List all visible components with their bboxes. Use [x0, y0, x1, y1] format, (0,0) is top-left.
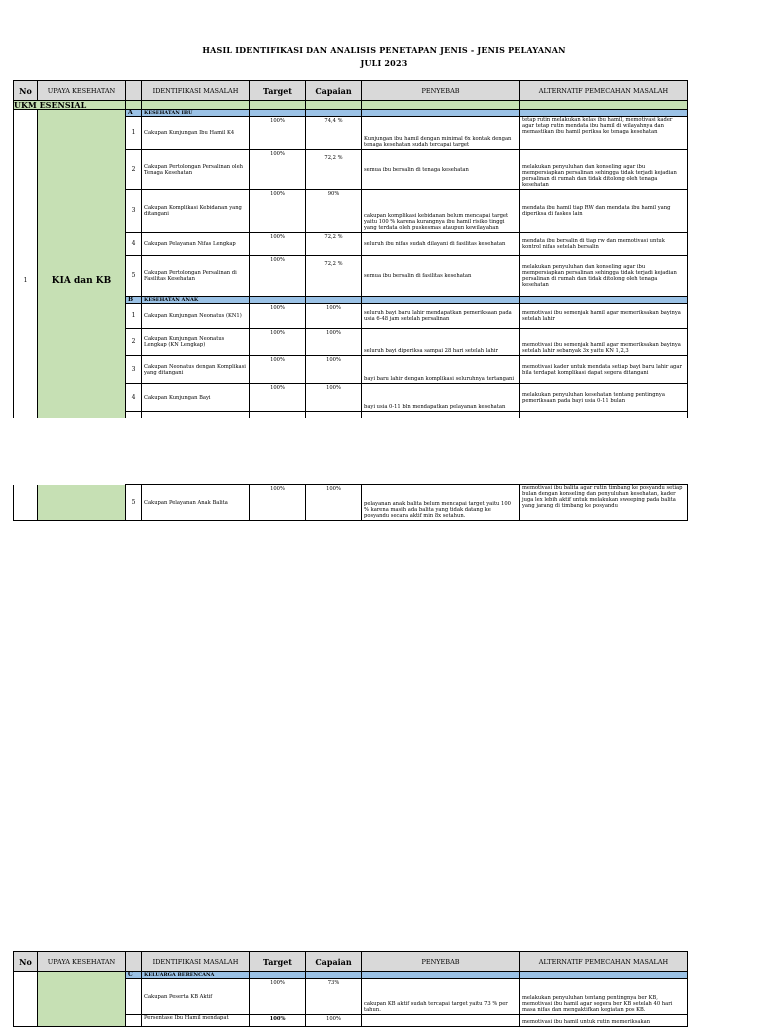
col-alternatif: ALTERNATIF PEMECAHAN MASALAH — [520, 952, 688, 972]
penyebab-cell: seluruh bayi baru lahir mendapatkan pemeriksaan pada usia 6-48 jam setelah persalinan — [362, 304, 520, 329]
col-blank — [126, 81, 142, 101]
penyebab-cell: pelayanan anak balita belum mencapai target yaitu 100 % karena masih ada balita yang tidak datang ke posyandu secara aktif min 8x setahun. — [362, 485, 520, 521]
target-cell: 100% — [250, 384, 306, 412]
target-cell: 100% — [250, 1015, 306, 1027]
col-alternatif: ALTERNATIF PEMECAHAN MASALAH — [520, 81, 688, 101]
capaian-cell: 100% — [306, 1015, 362, 1027]
alternatif-cell: mendata ibu hamil tiap RW dan mendata ibu hamil yang diperiksa di faskes lain — [520, 190, 688, 233]
col-identifikasi: IDENTIFIKASI MASALAH — [142, 952, 250, 972]
page2-table — [13, 951, 688, 1027]
program-name: KIA dan KB — [38, 110, 126, 452]
penyebab-cell — [362, 1015, 520, 1027]
table-row: 3 Cakupan Neonatus dengan Komplikasi yang ditangani 100% 100% bayi baru lahir dengan komplikasi seluruhnya tertangani memotivasi kader untuk mendata setiap bayi baru lahir agar bila terdapat komplikasi dapat segera ditangani — [14, 356, 688, 384]
penyebab-cell: semua ibu bersalin di tenaga kesehatan — [362, 150, 520, 190]
page-break — [0, 418, 768, 484]
alternatif-cell: memotivasi ibu semenjak hamil agar memeriksakan bayinya setelah lahir — [520, 304, 688, 329]
table-row: 1 Cakupan Kunjungan Neonatus (KN1) 100% 100% seluruh bayi baru lahir mendapatkan pemeriksaan pada usia 6-48 jam setelah persalinan memotivasi ibu semenjak hamil agar memeriksakan bayinya setelah lahir — [14, 304, 688, 329]
col-identifikasi: IDENTIFIKASI MASALAH — [142, 81, 250, 101]
col-penyebab: PENYEBAB — [362, 952, 520, 972]
alternatif-cell: memotivasi ibu balita agar rutin timbang ke posyandu setiap bulan dengan konseling dan penyuluhan kesehatan, kader juga lex lebih aktif untuk melakukan sweeping pada balita yang jarang di timbang ke posyandu — [520, 485, 688, 521]
masalah-cell: Cakupan Kunjungan Neonatus Lengkap (KN Lengkap) — [142, 329, 250, 356]
target-cell: 100% — [250, 485, 306, 521]
section-b-title: KESEHATAN ANAK — [142, 297, 250, 304]
masalah-cell: Cakupan Pelayanan Anak Balita — [142, 485, 250, 521]
col-blank — [126, 952, 142, 972]
capaian-cell: 90% — [306, 190, 362, 233]
penyebab-cell: bayi baru lahir dengan komplikasi seluruhnya tertangani — [362, 356, 520, 384]
target-cell: 100% — [250, 150, 306, 190]
col-penyebab: PENYEBAB — [362, 81, 520, 101]
section-a-title: KESEHATAN IBU — [142, 110, 250, 117]
program-no: 1 — [14, 110, 38, 452]
masalah-cell: Cakupan Peserta KB Aktif — [142, 979, 250, 1015]
alternatif-cell: memotivasi kader untuk mendata setiap bayi baru lahir agar bila terdapat komplikasi dapat segera ditangani — [520, 356, 688, 384]
section-c-letter: C — [126, 972, 142, 979]
table-row: 5 Cakupan Pertolongan Persalinan di Fasilitas Kesehatan 100% 72,2 % semua ibu bersalin di fasilitas kesehatan melakukan penyuluhan dan konseling agar ibu mempersiapkan persalinan sehingga tidak terjadi kejadian persalinan di rumah dan tidak ditolong oleh tenaga kesehatan — [14, 256, 688, 297]
masalah-cell: Cakupan Pertolongan Persalinan oleh Tenaga Kesehatan — [142, 150, 250, 190]
penyebab-cell: cakupan KB aktif sudah tercapai target yaitu 73 % per tahun. — [362, 979, 520, 1015]
alternatif-cell: melakukan penyuluhan dan konseling agar ibu mempersiapkan persalinan sehingga tidak terjadi kejadian persalinan di rumah dan tidak ditolong oleh tenaga kesehatan — [520, 256, 688, 297]
table-row: 5 Cakupan Pelayanan Anak Balita 100% 100% pelayanan anak balita belum mencapai target yaitu 100 % karena masih ada balita yang tidak datang ke posyandu secara aktif min 8x setahun. memotivasi ibu balita agar rutin timbang ke posyandu setiap bulan dengan konseling dan penyuluhan kesehatan, kader juga lex lebih aktif untuk melakukan sweeping pada balita yang jarang di timbang ke posyandu — [14, 485, 688, 521]
alternatif-cell: memotivasi ibu hamil untuk rutin memeriksakan — [520, 1015, 688, 1027]
penyebab-cell: Kunjungan ibu hamil dengan minimal 6x kontak dengan tenaga kesehatan sudah tercapai target — [362, 117, 520, 150]
ukm-esensial-row — [14, 101, 688, 110]
table-row: 3 Cakupan Komplikasi Kebidanan yang ditangani 100% 90% cakupan komplikasi kebidanan belum mencapai target yaitu 100 % karena kurangnya ibu hamil risiko tinggi yang terdata oleh puskesmas ataupun kewilayahan mendata ibu hamil tiap RW dan mendata ibu hamil yang diperiksa di faskes lain — [14, 190, 688, 233]
page-title: HASIL IDENTIFIKASI DAN ANALISIS PENETAPAN JENIS - JENIS PELAYANAN — [202, 45, 566, 55]
table-row: 1 Cakupan Kunjungan Ibu Hamil K4 100% 74,4 % Kunjungan ibu hamil dengan minimal 6x kontak dengan tenaga kesehatan sudah tercapai target tetap rutin melakukan kelas ibu hamil, memotivasi kader agar tetap rutin mendata ibu hamil di wilayahnya dan memastikan ibu hamil periksa ke tenaga kesehatan — [14, 117, 688, 150]
masalah-cell: Cakupan Kunjungan Neonatus (KN1) — [142, 304, 250, 329]
section-c-header — [14, 972, 688, 979]
masalah-cell: Cakupan Neonatus dengan Komplikasi yang ditangani — [142, 356, 250, 384]
masalah-cell: Cakupan Pertolongan Persalinan di Fasilitas Kesehatan — [142, 256, 250, 297]
capaian-cell: 100% — [306, 485, 362, 521]
table-row: 4 Cakupan Kunjungan Bayi 100% 100% bayi usia 0-11 bln mendapatkan pelayanan kesehatan melakukan penyuluhan kesehatan tentang pentingnya pemeriksaan pada bayi usia 0-11 bulan — [14, 384, 688, 412]
penyebab-cell: seluruh ibu nifas sudah dilayani di fasilitas kesehatan — [362, 233, 520, 256]
section-c-title: KELUARGA BERENCANA — [142, 972, 250, 979]
main-table — [13, 80, 688, 452]
target-cell: 100% — [250, 356, 306, 384]
ukm-esensial-label: UKM ESENSIAL — [14, 101, 126, 110]
col-target: Target — [250, 952, 306, 972]
section-b-letter: B — [126, 297, 142, 304]
col-no: No — [14, 81, 38, 101]
table-row: 2 Cakupan Kunjungan Neonatus Lengkap (KN Lengkap) 100% 100% seluruh bayi diperiksa sampai 28 hari setelah lahir memotivasi ibu semenjak hamil agar memeriksakan bayinya setelah lahir sebanyak 3x yaitu KN 1,2,3 — [14, 329, 688, 356]
masalah-cell: Cakupan Kunjungan Ibu Hamil K4 — [142, 117, 250, 150]
masalah-cell: Cakupan Komplikasi Kebidanan yang ditangani — [142, 190, 250, 233]
capaian-cell: 73% — [306, 979, 362, 1015]
header-row — [14, 81, 688, 101]
capaian-cell: 100% — [306, 329, 362, 356]
capaian-cell: 74,4 % — [306, 117, 362, 150]
col-no: No — [14, 952, 38, 972]
capaian-cell: 72,2 % — [306, 150, 362, 190]
target-cell: 100% — [250, 304, 306, 329]
col-upaya: UPAYA KESEHATAN — [38, 952, 126, 972]
alternatif-cell: mendata ibu bersalin di tiap rw dan memotivasi untuk kontrol nifas setelah bersalin — [520, 233, 688, 256]
target-cell: 100% — [250, 329, 306, 356]
masalah-cell: Cakupan Kunjungan Bayi — [142, 384, 250, 412]
masalah-cell: Persentase Ibu Hamil mendapat — [142, 1015, 250, 1027]
masalah-cell: Cakupan Pelayanan Nifas Lengkap — [142, 233, 250, 256]
col-upaya: UPAYA KESEHATAN — [38, 81, 126, 101]
alternatif-cell: melakukan penyuluhan kesehatan tentang pentingnya pemeriksaan pada bayi usia 0-11 bulan — [520, 384, 688, 412]
section-a-header — [14, 110, 688, 117]
alternatif-cell: melakukan penyuluhan tentang pentingnya ber KB, memotivasi ibu hamil agar segera ber KB setelah 40 hari masa nifas dan mengaktifkan kegiatan pos KB. — [520, 979, 688, 1015]
section-a-letter: A — [126, 110, 142, 117]
alternatif-cell: memotivasi ibu semenjak hamil agar memeriksakan bayinya setelah lahir sebanyak 3x yaitu KN 1,2,3 — [520, 329, 688, 356]
capaian-cell: 72,2 % — [306, 233, 362, 256]
capaian-cell: 72,2 % — [306, 256, 362, 297]
target-cell: 100% — [250, 233, 306, 256]
header-row — [14, 952, 688, 972]
target-cell: 100% — [250, 979, 306, 1015]
penyebab-cell: semua ibu bersalin di fasilitas kesehatan — [362, 256, 520, 297]
capaian-cell: 100% — [306, 304, 362, 329]
page-subtitle: JULI 2023 — [360, 58, 408, 68]
table-row: 2 Cakupan Pertolongan Persalinan oleh Tenaga Kesehatan 100% 72,2 % semua ibu bersalin di tenaga kesehatan melakukan penyuluhan dan konseling agar ibu mempersiapkan persalinan sehingga tidak terjadi kejadian persalinan di rumah dan tidak ditolong oleh tenaga kesehatan — [14, 150, 688, 190]
alternatif-cell: melakukan penyuluhan dan konseling agar ibu mempersiapkan persalinan sehingga tidak terjadi kejadian persalinan di rumah dan tidak ditolong oleh tenaga kesehatan — [520, 150, 688, 190]
col-target: Target — [250, 81, 306, 101]
alternatif-cell: tetap rutin melakukan kelas ibu hamil, memotivasi kader agar tetap rutin mendata ibu hamil di wilayahnya dan memastikan ibu hamil periksa ke tenaga kesehatan — [520, 117, 688, 150]
penyebab-cell: bayi usia 0-11 bln mendapatkan pelayanan kesehatan — [362, 384, 520, 412]
target-cell: 100% — [250, 256, 306, 297]
penyebab-cell: cakupan komplikasi kebidanan belum mencapai target yaitu 100 % karena kurangnya ibu hamil risiko tinggi yang terdata oleh puskesmas ataupun kewilayahan — [362, 190, 520, 233]
capaian-cell: 100% — [306, 384, 362, 412]
col-capaian: Capaian — [306, 952, 362, 972]
penyebab-cell: seluruh bayi diperiksa sampai 28 hari setelah lahir — [362, 329, 520, 356]
capaian-cell: 100% — [306, 356, 362, 384]
target-cell: 100% — [250, 190, 306, 233]
continuation-table — [13, 484, 688, 521]
col-capaian: Capaian — [306, 81, 362, 101]
table-row: 4 Cakupan Pelayanan Nifas Lengkap 100% 72,2 % seluruh ibu nifas sudah dilayani di fasilitas kesehatan mendata ibu bersalin di tiap rw dan memotivasi untuk kontrol nifas setelah bersalin — [14, 233, 688, 256]
target-cell: 100% — [250, 117, 306, 150]
